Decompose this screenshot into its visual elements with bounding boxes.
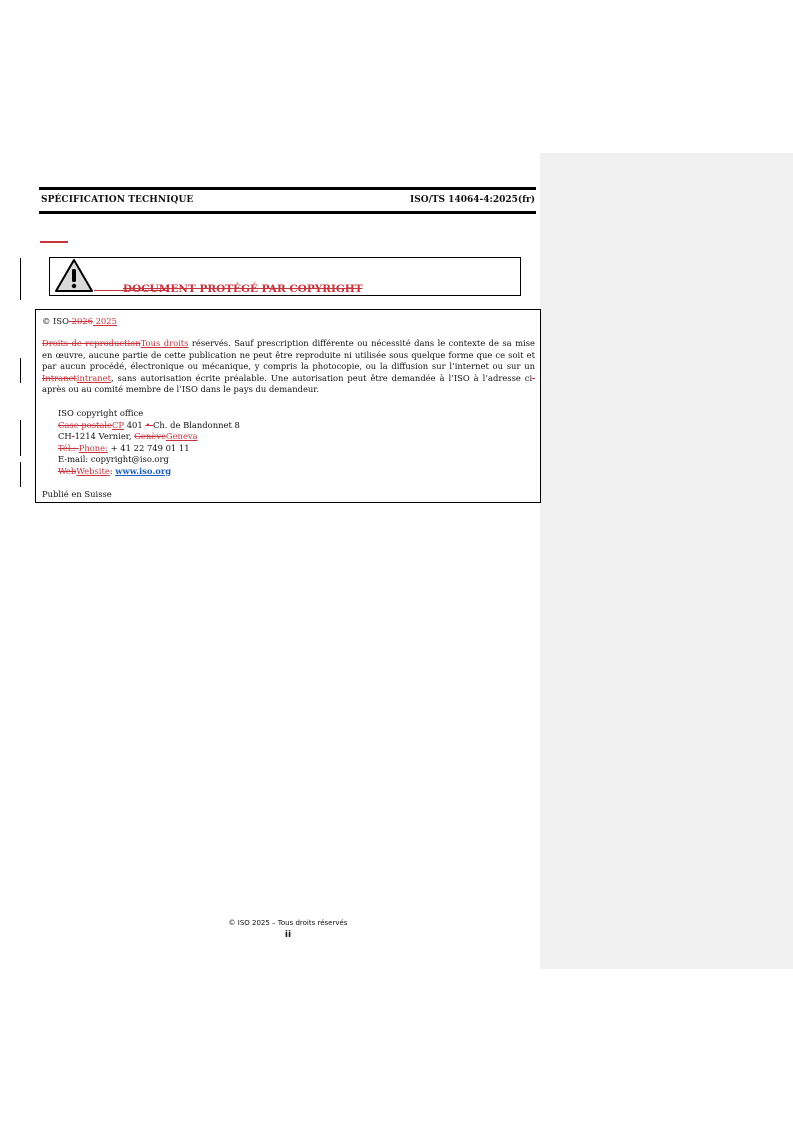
- change-bar: [20, 420, 21, 456]
- inserted-text: Website: [76, 465, 110, 476]
- change-bar: [20, 358, 21, 383]
- website-link[interactable]: www.iso.org: [115, 465, 172, 476]
- published-in: Publié en Suisse: [42, 489, 112, 499]
- paragraph-text: , sans autorisation écrite préalable. Une autorisation peut être demandée à l’ISO à l’adresse ci: [110, 372, 533, 383]
- warning-title: DOCUMENT PROTÉGÉ PAR COPYRIGHT: [123, 283, 363, 295]
- change-bar: [20, 462, 21, 487]
- comment-pane[interactable]: [540, 153, 793, 969]
- box-number: 401: [124, 419, 146, 430]
- copyright-warning-box: [49, 257, 521, 296]
- page-number: ii: [284, 930, 292, 940]
- document-reference: ISO/TS 14064-4:2025(fr): [410, 195, 535, 205]
- country-code: CH: [58, 431, 72, 441]
- inserted-text: Phone:: [78, 442, 108, 453]
- deleted-text: -: [71, 431, 75, 441]
- deleted-text: Intranet: [42, 372, 77, 383]
- street: Ch. de Blandonnet 8: [152, 419, 240, 430]
- postal-city: 1214 Vernier,: [74, 431, 135, 441]
- rights-paragraph: [42, 338, 535, 396]
- paragraph-text: après ou au comité membre de l’ISO dans le pays du demandeur.: [42, 384, 320, 394]
- header-top-rule: [39, 187, 536, 190]
- deleted-text: Genève: [134, 431, 166, 441]
- website-line: [58, 466, 240, 478]
- deleted-text: Tél.:: [58, 442, 79, 453]
- copyright-line: [42, 316, 117, 328]
- deleted-year: 2026: [68, 316, 93, 326]
- document-type: SPÉCIFICATION TECHNIQUE: [41, 195, 194, 205]
- phone-line: [58, 443, 240, 455]
- city-line: [58, 431, 240, 443]
- copyright-prefix: © ISO: [42, 316, 69, 326]
- address-block: [58, 408, 240, 477]
- inserted-text: intranet: [76, 372, 111, 383]
- inserted-text: Geneva: [165, 431, 198, 441]
- revision-mark: [40, 241, 68, 243]
- deleted-text: Case postale: [58, 419, 113, 430]
- inserted-year: 2025: [92, 316, 117, 326]
- email-line: E-mail: copyright@iso.org: [58, 454, 169, 464]
- deleted-text: Droits de reproduction: [42, 338, 141, 348]
- inserted-text: CP: [112, 419, 125, 430]
- paragraph-text: réservés. Sauf prescription différente ou nécessité dans le contexte de sa mise en œuvre, aucune partie de cette publication ne peut être reproduite ni utilisée sous quelque forme que ce soit et par aucun procédé, électronique ou mécanique, y compris la photocopie, ou la diffusion sur l’internet ou sur un: [42, 338, 535, 371]
- deleted-text: Web: [58, 465, 77, 476]
- warning-triangle-icon: [54, 258, 94, 294]
- office-name: ISO copyright office: [58, 408, 144, 418]
- phone-number: + 41 22 749 01 11: [107, 442, 190, 453]
- footer-rights: © ISO 2025 – Tous droits réservés: [228, 919, 348, 927]
- web-separator: :: [109, 465, 116, 476]
- change-bar: [20, 258, 21, 300]
- postal-box-line: [58, 420, 240, 432]
- deleted-text: -: [532, 372, 535, 383]
- deleted-text: •: [145, 419, 153, 430]
- inserted-text: Tous droits: [140, 338, 189, 348]
- copyright-notice-box: [35, 309, 541, 503]
- header-bottom-rule: [39, 211, 536, 214]
